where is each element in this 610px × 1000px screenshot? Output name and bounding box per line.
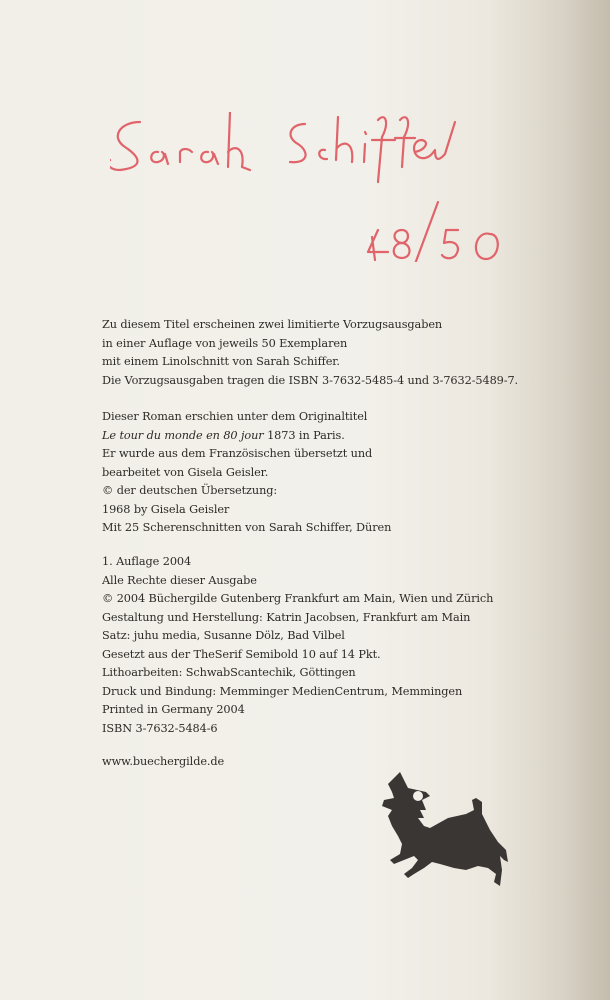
text-line: Er wurde aus dem Französischen übersetzt und	[102, 447, 373, 460]
original-title: Le tour du monde en 80 jour	[102, 428, 264, 442]
text-line: Mit 25 Scherenschnitten von Sarah Schiffer, Düren	[102, 521, 392, 534]
limited-edition-notice	[102, 316, 518, 390]
text-line	[102, 427, 391, 446]
website-url: www.buechergilde.de	[102, 755, 225, 768]
text-line: in einer Auflage von jeweils 50 Exemplaren	[102, 336, 348, 350]
text-line: © 2004 Büchergilde Gutenberg Frankfurt am Main, Wien und Zürich	[102, 592, 494, 605]
text-line: Alle Rechte dieser Ausgabe	[102, 573, 257, 587]
text-line: ISBN 3-7632-5484-6	[102, 721, 218, 735]
text-line: bearbeitet von Gisela Geisler.	[102, 465, 269, 479]
text-line: Zu diesem Titel erscheinen zwei limitierte Vorzugsausgaben	[102, 318, 443, 331]
handwritten-signature	[110, 112, 510, 262]
text-line: Lithoarbeiten: SchwabScantechik, Göttingen	[102, 666, 356, 679]
text-line: Gestaltung und Herstellung: Katrin Jacobsen, Frankfurt am Main	[102, 610, 471, 624]
text-line: Die Vorzugsausgaben tragen die ISBN 3-7632-5485-4 und 3-7632-5489-7.	[102, 373, 519, 387]
text-line: 1968 by Gisela Geisler	[102, 502, 230, 516]
text-line: Satz: juhu media, Susanne Dölz, Bad Vilbel	[102, 629, 345, 642]
dog-silhouette-icon	[378, 770, 520, 888]
website-line	[102, 753, 224, 772]
text-line: © der deutschen Übersetzung:	[102, 484, 278, 497]
text-fragment: 1873 in Paris.	[263, 428, 345, 442]
text-line: Druck und Bindung: Memminger MedienCentrum, Memmingen	[102, 684, 463, 698]
publication-details	[102, 553, 493, 738]
text-line: mit einem Linolschnitt von Sarah Schiffer.	[102, 355, 340, 368]
text-line: Gesetzt aus der TheSerif Semibold 10 auf 14 Pkt.	[102, 647, 381, 661]
text-line: Dieser Roman erschien unter dem Originaltitel	[102, 410, 368, 423]
text-line: 1. Auflage 2004	[102, 555, 192, 568]
original-title-notice	[102, 408, 391, 538]
text-line: Printed in Germany 2004	[102, 703, 245, 716]
